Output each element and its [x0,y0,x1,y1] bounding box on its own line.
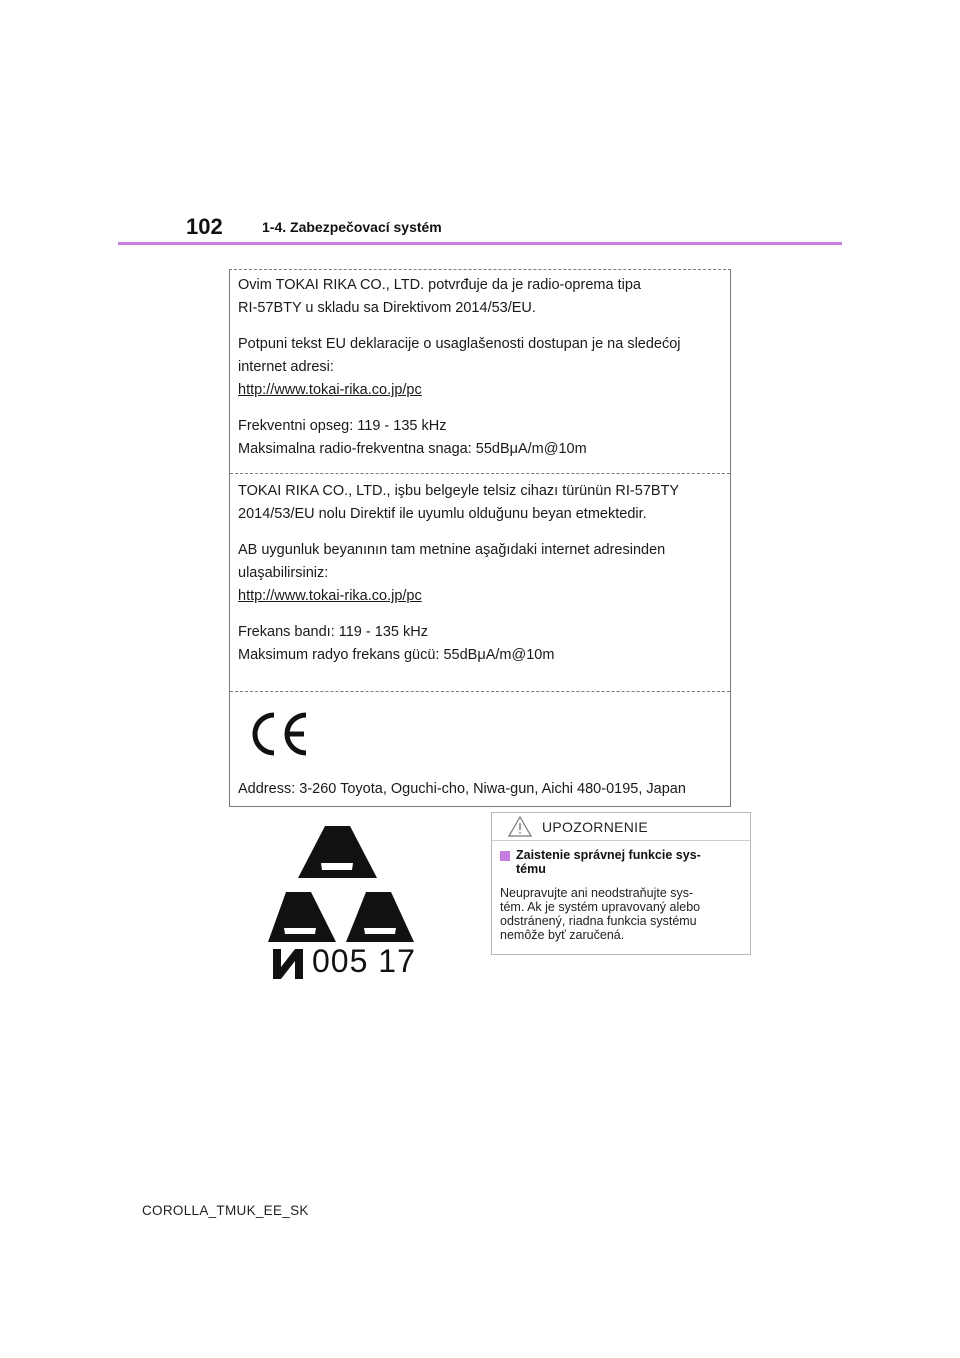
serbian-line-1: Ovim TOKAI RIKA CO., LTD. potvrđuje da je radio-oprema tipa [238,277,641,293]
turkish-power: Maksimum radyo frekans gücü: 55dBμA/m@10m [238,647,555,663]
caution-body-line-1: Neupravujte ani neodstraňujte sys- [500,886,694,900]
rcm-n-mark-icon [271,949,305,979]
address-line: Address: 3-260 Toyota, Oguchi-cho, Niwa-gun, Aichi 480-0195, Japan [238,781,686,797]
document-code: COROLLA_TMUK_EE_SK [142,1203,309,1218]
serbian-frequency: Frekventni opseg: 119 - 135 kHz [238,418,447,434]
serbian-line-3: Potpuni tekst EU deklaracije o usaglašenosti dostupan je na sledećoj [238,336,681,352]
turkish-line-4: ulaşabilirsiniz: [238,565,329,581]
header-rule [118,242,842,245]
caution-heading [500,848,742,876]
certification-code: 005 17 [312,943,416,979]
declaration-turkish [230,480,730,667]
caution-heading-line-2: tému [516,862,546,876]
serbian-power: Maksimalna radio-frekventna snaga: 55dBμA/m@10m [238,441,587,457]
caution-body-line-2: tém. Ak je systém upravovaný alebo [500,900,701,914]
caution-body-line-4: nemôže byť zaručená. [500,928,625,942]
caution-body [500,886,742,942]
serbian-line-2: RI-57BTY u skladu sa Direktivom 2014/53/EU. [238,300,536,316]
caution-body-line-3: odstránený, riadna funkcia systému [500,914,697,928]
serbian-line-4: internet adresi: [238,359,334,375]
caution-box [491,812,751,955]
caution-heading-line-1: Zaistenie správnej funkcie sys- [516,848,701,862]
turkish-line-1: TOKAI RIKA CO., LTD., işbu belgeyle telsiz cihazı türünün RI-57BTY [238,483,680,499]
square-bullet-icon [500,851,510,861]
turkish-frequency: Frekans bandı: 119 - 135 kHz [238,624,428,640]
section-title: 1-4. Zabezpečovací systém [262,219,442,235]
turkish-url-link[interactable]: http://www.tokai-rika.co.jp/pc [238,588,422,604]
declaration-address [230,778,730,801]
caution-header [492,813,750,841]
page-number: 102 [186,214,223,239]
declaration-box [229,269,731,807]
serbian-url-link[interactable]: http://www.tokai-rika.co.jp/pc [238,382,422,398]
section-divider [230,473,730,474]
section-divider [230,691,730,692]
turkish-line-3: AB uygunluk beyanının tam metnine aşağıdaki internet adresinden [238,542,666,558]
warning-triangle-icon [508,816,532,837]
ce-mark-icon [248,710,312,758]
declaration-serbian [230,274,730,461]
caution-title: UPOZORNENIE [542,819,648,835]
turkish-line-2: 2014/53/EU nolu Direktif ile uyumlu olduğunu beyan etmektedir. [238,506,647,522]
